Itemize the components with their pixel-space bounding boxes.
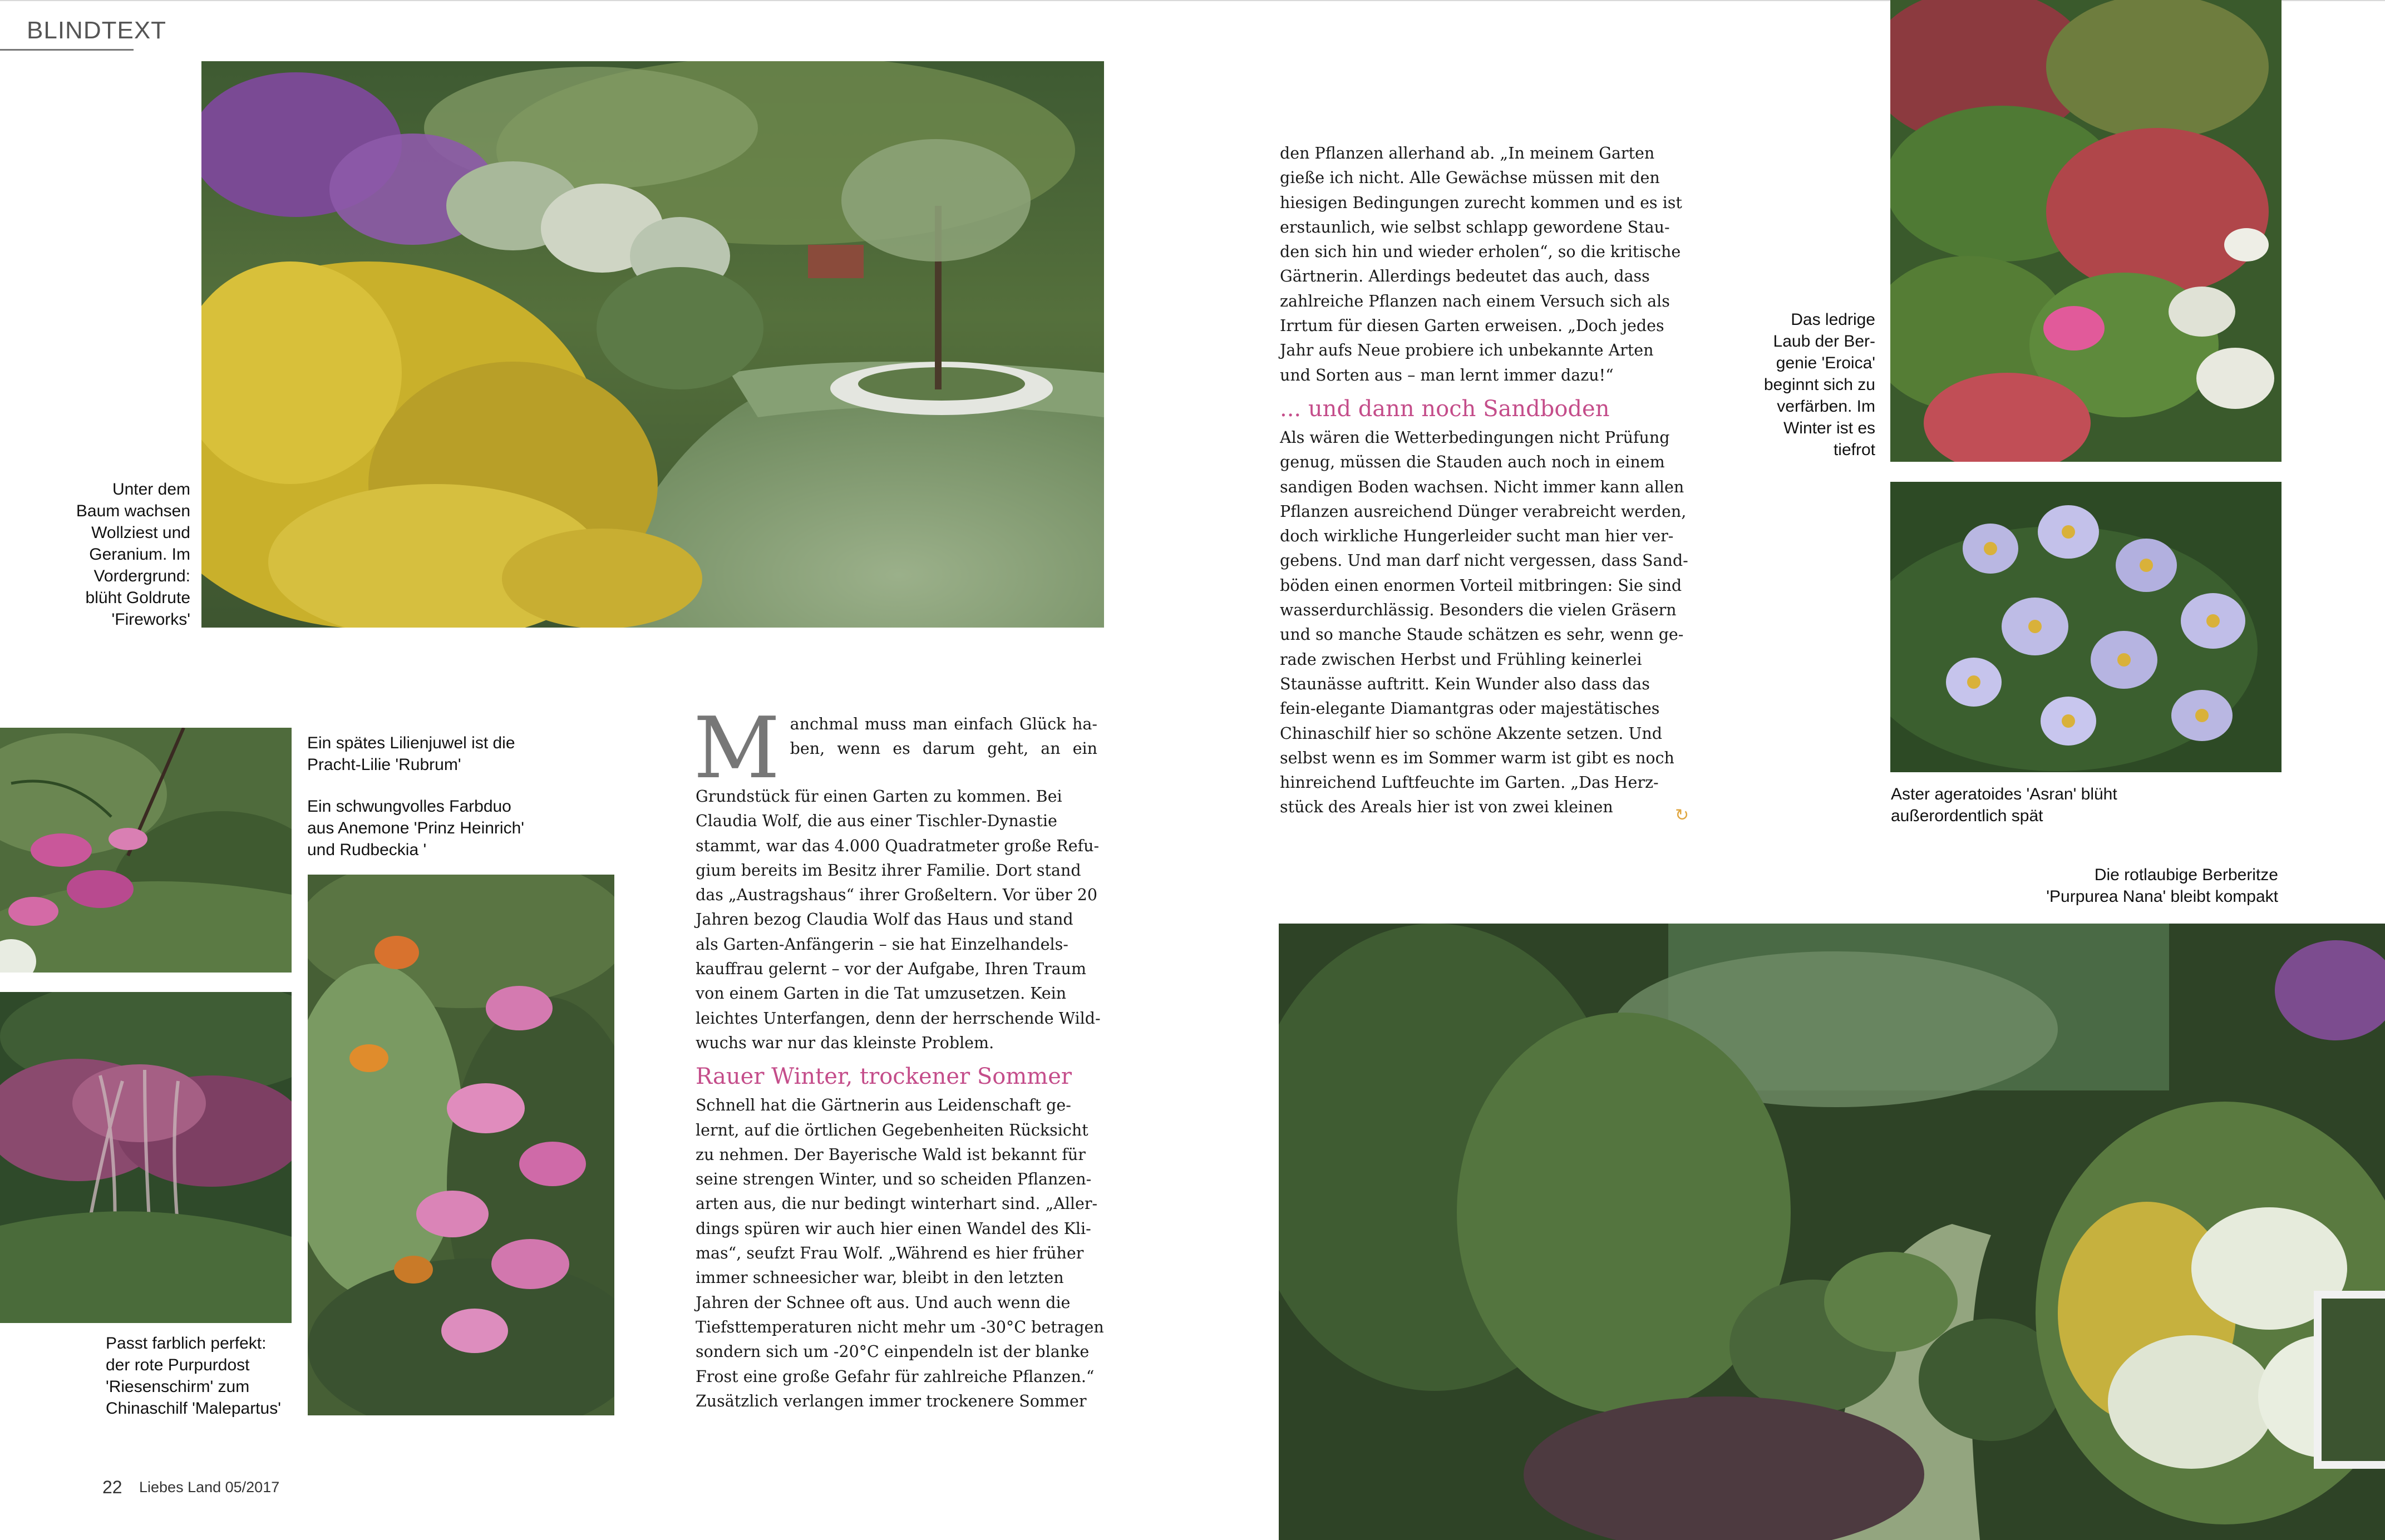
- article-line: Claudia Wolf, die aus einer Tischler-Dynastie: [696, 812, 1057, 831]
- article-line: Tiefsttemperaturen nicht mehr um -30°C betragen: [696, 1317, 1104, 1336]
- article-line: von einem Garten in die Tat umzusetzen. Kein: [696, 984, 1067, 1003]
- article-line: rade zwischen Herbst und Frühling keinerlei: [1280, 650, 1642, 669]
- article-line: lernt, auf die örtlichen Gegebenheiten Rücksicht: [696, 1121, 1088, 1139]
- article-line: Chinaschilf hier so schöne Akzente setzen. Und: [1280, 724, 1663, 743]
- article-line: und Sorten aus – man lernt immer dazu!“: [1280, 366, 1614, 384]
- article-line: sondern sich um -20°C einpendeln ist der blanke: [696, 1342, 1090, 1361]
- article-line: Jahren der Schnee oft aus. Und auch wenn die: [696, 1293, 1071, 1312]
- photo-lily: [0, 728, 292, 973]
- caption-lily: Ein spätes Lilienjuwel ist die Pracht-Lilie 'Rubrum': [307, 734, 515, 774]
- header-rule: [0, 49, 134, 51]
- photo-garden-goldenrod: [201, 61, 1104, 628]
- article-line: hiesigen Bedingungen zurecht kommen und es ist: [1280, 193, 1682, 212]
- article-line: als Garten-Anfängerin – sie hat Einzelhandels-: [696, 935, 1068, 954]
- subheading-sandboden: ... und dann noch Sandboden: [1280, 396, 1610, 422]
- article-line: leichtes Unterfangen, denn der herrschende Wild-: [696, 1009, 1101, 1028]
- article-line: gebens. Und man darf nicht vergessen, dass Sand-: [1280, 551, 1688, 570]
- magazine-issue: Liebes Land 05/2017: [139, 1479, 280, 1495]
- article-line: erstaunlich, wie selbst schlapp gewordene Stau-: [1280, 218, 1670, 236]
- article-line: den Pflanzen allerhand ab. „In meinem Garten: [1280, 144, 1655, 162]
- article-line: den sich hin und wieder erholen“, so die kritische: [1280, 243, 1681, 261]
- section-header: BLINDTEXT: [27, 17, 167, 44]
- subheading-rauer-winter: Rauer Winter, trockener Sommer: [696, 1064, 1072, 1090]
- article-line: Als wären die Wetterbedingungen nicht Prüfung: [1280, 428, 1670, 447]
- article-line: Jahr aufs Neue probiere ich unbekannte Arten: [1280, 341, 1654, 360]
- photo-aster: [1890, 482, 2281, 772]
- page-number: 22: [102, 1477, 122, 1497]
- article-line: selbst wenn es im Sommer warm ist gibt es noch: [1280, 748, 1674, 767]
- article-line: genug, müssen die Stauden auch noch in einem: [1280, 453, 1665, 472]
- article-line: sandigen Boden wachsen. Nicht immer kann allen: [1280, 477, 1684, 496]
- article-line: zu nehmen. Der Bayerische Wald ist bekannt für: [696, 1145, 1086, 1164]
- caption-aster: Aster ageratoides 'Asran' blüht außerordentlich spät: [1891, 785, 2117, 825]
- article-line: das „Austragshaus“ ihrer Großeltern. Vor über 20: [696, 886, 1097, 905]
- caption-main-garden: Unter dem Baum wachsen Wollziest und Geranium. Im Vordergrund: blüht Goldrute 'Fireworks': [76, 480, 190, 629]
- article-line: Schnell hat die Gärtnerin aus Leidenschaft ge-: [696, 1096, 1071, 1115]
- article-line: gieße ich nicht. Alle Gewächse müssen mit den: [1280, 169, 1660, 187]
- article-line: mas“, seufzt Frau Wolf. „Während es hier früher: [696, 1244, 1084, 1263]
- article-line: doch wirkliche Hungerleider sucht man hier ver-: [1280, 527, 1674, 546]
- caption-anemone: Ein schwungvolles Farbduo aus Anemone 'Prinz Heinrich' und Rudbeckia ': [307, 797, 524, 859]
- article-line: Pflanzen ausreichend Dünger verabreicht werden,: [1280, 502, 1687, 521]
- article-line: Zusätzlich verlangen immer trockenere Sommer: [696, 1391, 1087, 1410]
- continue-icon: ↻: [1675, 806, 1689, 825]
- article-line: Jahren bezog Claudia Wolf das Haus und stand: [696, 910, 1073, 929]
- article-line: fein-elegante Diamantgras oder majestätisches: [1280, 699, 1660, 718]
- article-line: wasserdurchlässig. Besonders die vielen Gräsern: [1280, 601, 1677, 620]
- photo-garden-path: [1279, 924, 2385, 1540]
- article-line: stammt, war das 4.000 Quadratmeter große Refu-: [696, 836, 1100, 855]
- caption-berberitze: Die rotlaubige Berberitze 'Purpurea Nana' bleibt kompakt: [2046, 866, 2278, 906]
- photo-bergenie: [1890, 0, 2281, 462]
- drop-cap: M: [693, 699, 780, 797]
- article-line: Staunässe auftritt. Kein Wunder also dass das: [1280, 674, 1650, 693]
- article-line: ben, wenn es darum geht, an ein: [790, 739, 1097, 758]
- article-line: Gärtnerin. Allerdings bedeutet das auch, dass: [1280, 267, 1650, 286]
- caption-purpurdost: Passt farblich perfekt: der rote Purpurdost 'Riesenschirm' zum Chinaschilf 'Malepartus': [106, 1334, 281, 1418]
- article-line: anchmal muss man einfach Glück ha-: [790, 715, 1097, 733]
- photo-anemone: [308, 875, 614, 1415]
- article-line: hinreichend Luftfeuchte im Garten. „Das Herz-: [1280, 773, 1659, 792]
- article-line: böden einen enormen Vorteil mitbringen: Sie sind: [1280, 576, 1682, 595]
- article-line: arten aus, die nur bedingt winterhart sind. „Aller-: [696, 1195, 1098, 1213]
- article-line: stück des Areals hier ist von zwei kleinen: [1280, 798, 1613, 817]
- article-line: Irrtum für diesen Garten erweisen. „Doch jedes: [1280, 317, 1664, 335]
- article-line: Grundstück für einen Garten zu kommen. Bei: [696, 787, 1062, 806]
- article-column-1: [693, 699, 1104, 1414]
- article-line: gium bereits im Besitz ihrer Familie. Dort stand: [696, 861, 1081, 880]
- article-line: Frost eine große Gefahr für zahlreiche Pflanzen.“: [696, 1367, 1095, 1386]
- article-line: und so manche Staude schätzen es sehr, wenn ge-: [1280, 625, 1684, 644]
- photo-purpurdost: [0, 992, 292, 1323]
- article-line: wuchs war nur das kleinste Problem.: [696, 1033, 994, 1052]
- article-column-2: [1280, 141, 1692, 820]
- article-line: zahlreiche Pflanzen nach einem Versuch sich als: [1280, 292, 1670, 310]
- article-line: immer schneesicher war, bleibt in den letzten: [696, 1268, 1064, 1287]
- article-line: dings spüren wir auch hier einen Wandel des Kli-: [696, 1219, 1091, 1238]
- article-line: kauffrau gelernt – vor der Aufgabe, Ihren Traum: [696, 960, 1086, 979]
- caption-bergenie: Das ledrige Laub der Ber- genie 'Eroica' beginnt sich zu verfärben. Im Winter ist es tiefrot: [1763, 310, 1875, 459]
- article-line: seine strengen Winter, und so scheiden Pflanzen-: [696, 1170, 1092, 1189]
